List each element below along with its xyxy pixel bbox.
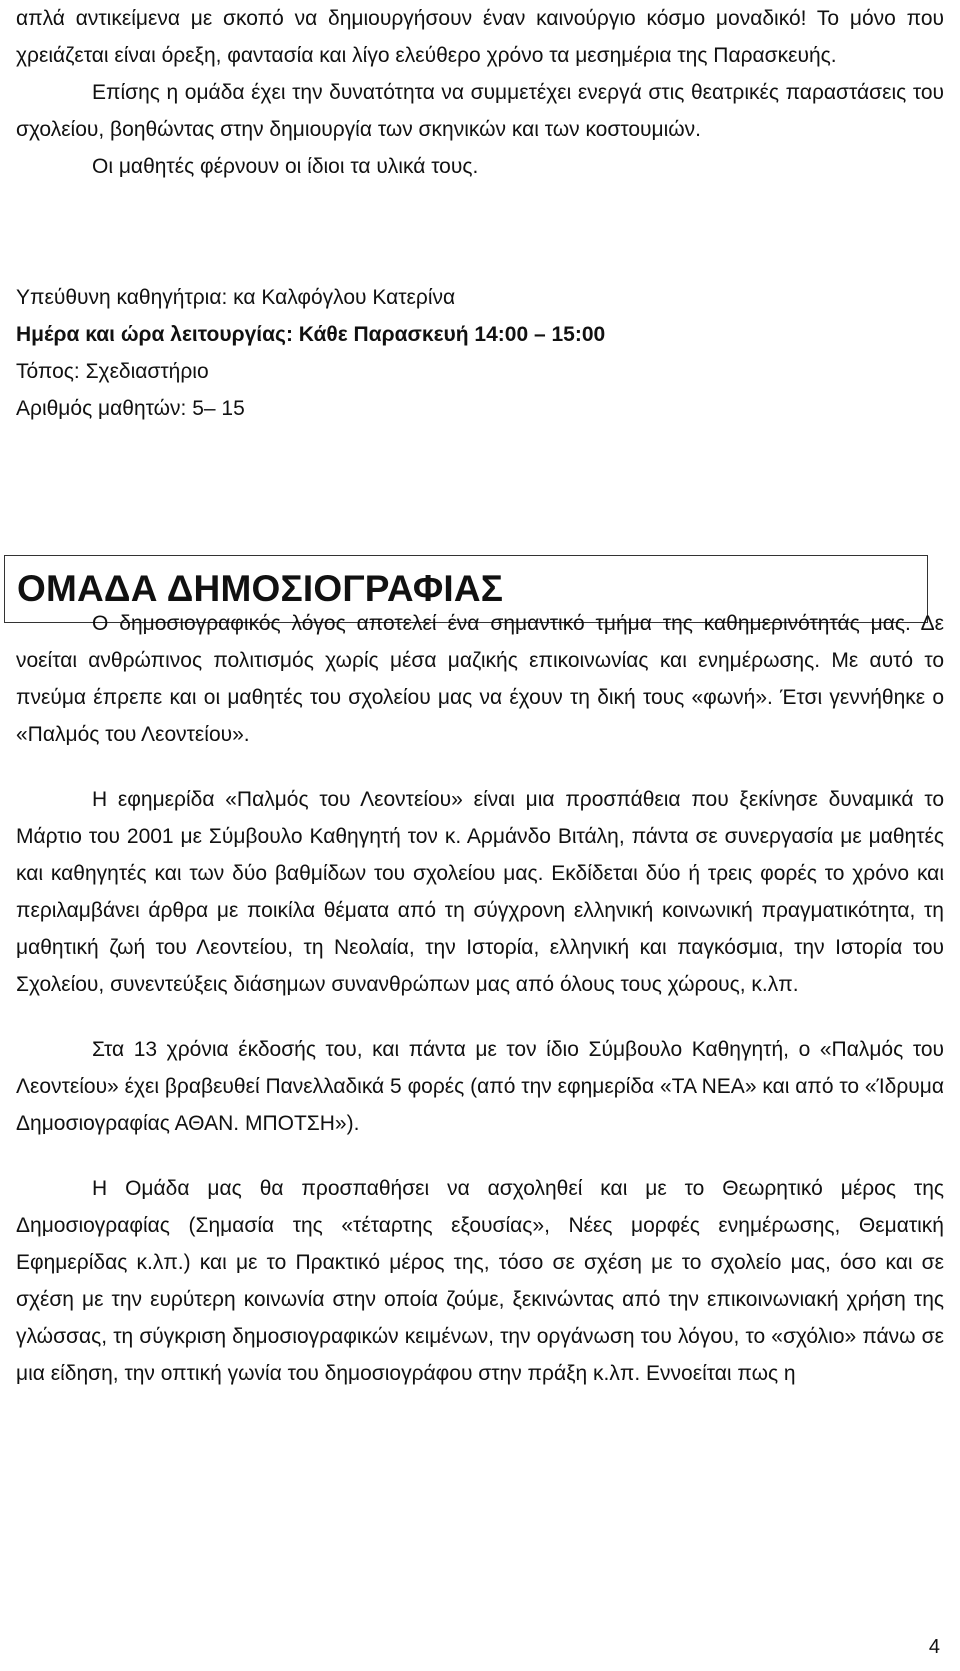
- students-line: Αριθμός μαθητών: 5– 15: [16, 397, 245, 420]
- body-paragraph-2: Η εφημερίδα «Παλμός του Λεοντείου» είναι μια προσπάθεια που ξεκίνησε δυναμικά το Μάρτιο του 2001 με Σύμβουλο Καθηγητή τον κ. Αρμάνδο Βιτάλη, πάντα σε συνεργασία με μαθητές και καθηγητές και των δύο βαθμίδων του σχολείου μας. Εκδίδεται δύο ή τρεις φορές το χρόνο και περιλαμβάνει άρθρα με ποικίλα θέματα από τη σύγχρονη ελληνική κοινωνική πραγματικότητα, τη μαθητική ζωή του Λεοντείου, τη Νεολαία, την Ιστορία, ελληνική και παγκόσμια, την Ιστορία του Σχολείου, συνεντεύξεις διάσημων συνανθρώπων μας από όλους τους χώρους, κ.λπ.: [16, 788, 944, 996]
- intro-text: [16, 0, 944, 185]
- intro-paragraph-2: Επίσης η ομάδα έχει την δυνατότητα να συμμετέχει ενεργά στις θεατρικές παραστάσεις του σχολείου, βοηθώντας στην δημιουργία των σκηνικών και των κοστουμιών.: [16, 81, 944, 141]
- intro-paragraph-3: Οι μαθητές φέρνουν οι ίδιοι τα υλικά τους.: [92, 155, 479, 178]
- activity-info: [16, 279, 944, 427]
- body-paragraph-4: Η Ομάδα μας θα προσπαθήσει να ασχοληθεί και με το Θεωρητικό μέρος της Δημοσιογραφίας (Σημασία της «τέταρτης εξουσίας», Νέες μορφές ενημέρωσης, Θεματική Εφημερίδας κ.λπ.) και με το Πρακτικό μέρος της, τόσο σε σχέση με το σχολείο μας, όσο και σε σχέση με την ευρύτερη κοινωνία στην οποία ζούμε, ξεκινώντας από την επικοινωνιακή χρήση της γλώσσας, τη σύγκριση δημοσιογραφικών κειμένων, την οργάνωση του λόγου, το «σχόλιο» πάνω σε μια είδηση, την οπτική γωνία του δημοσιογράφου στην πράξη κ.λπ. Εννοείται πως η: [16, 1177, 944, 1385]
- section-body: [16, 605, 944, 1392]
- body-paragraph-1: Ο δημοσιογραφικός λόγος αποτελεί ένα σημαντικό τμήμα της καθημερινότητάς μας. Δε νοείται ανθρώπινος πολιτισμός χωρίς μέσα μαζικής επικοινωνίας και ενημέρωσης. Με αυτό το πνεύμα έπρεπε και οι μαθητές του σχολείου μας να έχουν τη δική τους «φωνή». Έτσι γεννήθηκε ο «Παλμός του Λεοντείου».: [16, 612, 944, 746]
- teacher-line: Υπεύθυνη καθηγήτρια: κα Καλφόγλου Κατερίνα: [16, 286, 456, 309]
- schedule-line: Ημέρα και ώρα λειτουργίας: Κάθε Παρασκευή 14:00 – 15:00: [16, 323, 606, 346]
- intro-paragraph-1: απλά αντικείμενα με σκοπό να δημιουργήσουν έναν καινούργιο κόσμο μοναδικό! Το μόνο που χρειάζεται είναι όρεξη, φαντασία και λίγο ελεύθερο χρόνο τα μεσημέρια της Παρασκευής.: [16, 7, 944, 67]
- place-line: Τόπος: Σχεδιαστήριο: [16, 360, 209, 383]
- body-paragraph-3: Στα 13 χρόνια έκδοσής του, και πάντα με τον ίδιο Σύμβουλο Καθηγητή, ο «Παλμός του Λεοντείου» έχει βραβευθεί Πανελλαδικά 5 φορές (από την εφημερίδα «ΤΑ ΝΕΑ» και από το «Ίδρυμα Δημοσιογραφίας ΑΘΑΝ. ΜΠΟΤΣΗ»).: [16, 1038, 944, 1135]
- page-number: 4: [928, 1636, 940, 1658]
- section-heading: ΟΜΑΔΑ ΔΗΜΟΣΙΟΓΡΑΦΙΑΣ: [17, 568, 504, 609]
